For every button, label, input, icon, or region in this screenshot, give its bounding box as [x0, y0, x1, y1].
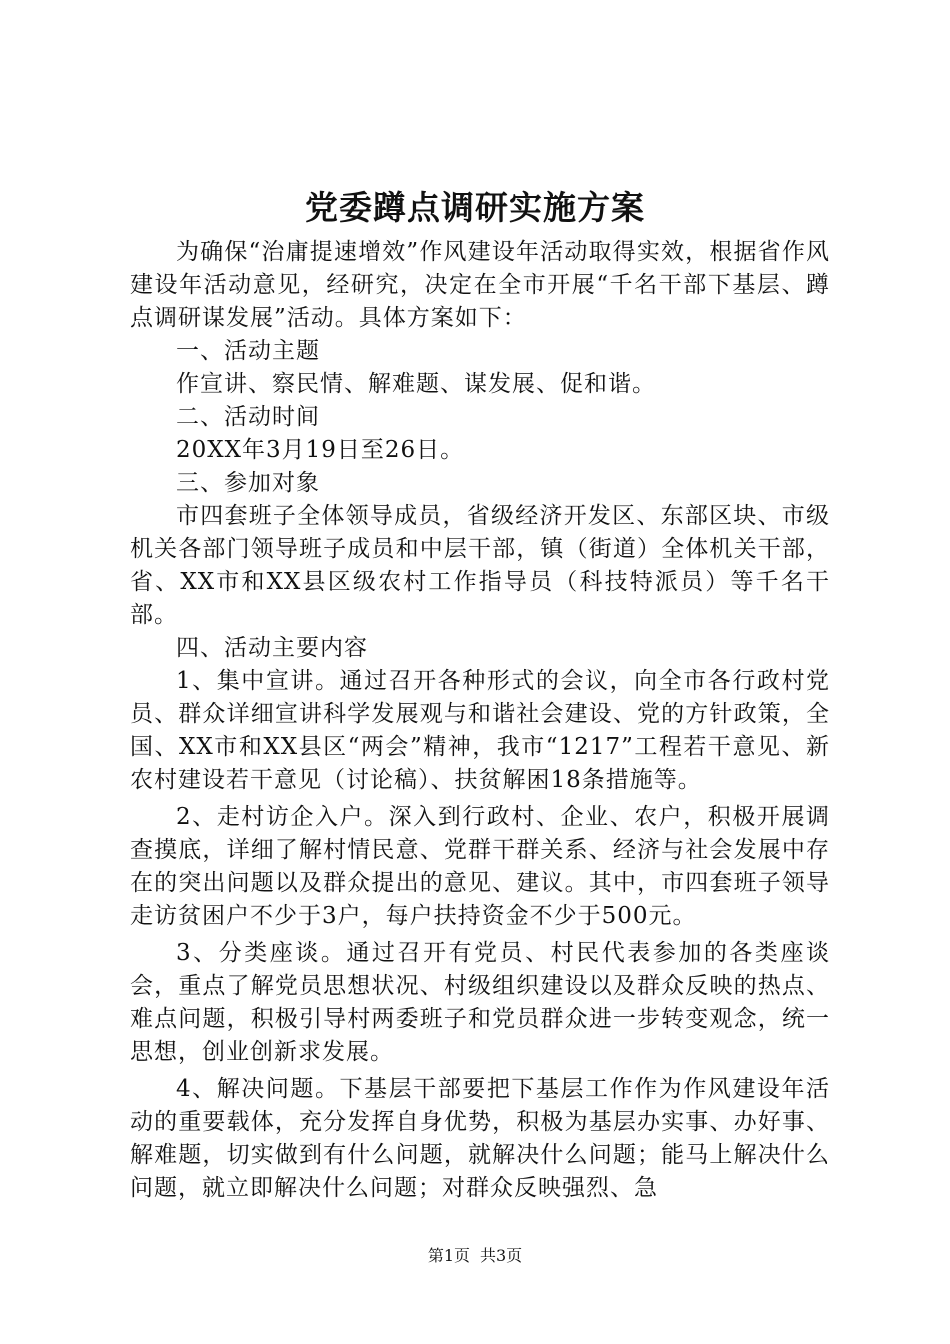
heading-activity-theme: 一、活动主题 — [176, 338, 320, 364]
heading-activity-time: 二、活动时间 — [176, 404, 320, 430]
document-body — [130, 236, 830, 1205]
paragraph-item-1: 1、集中宣讲。通过召开各种形式的会议，向全市各行政村党员、群众详细宣讲科学发展观与和谐社会建设、党的方针政策，全国、XX市和XX县区“两会”精神，我市“1217”工程若干意见、新农村建设若干意见（讨论稿）、扶贫解困18条措施等。 — [130, 668, 830, 793]
document-title: 党委蹲点调研实施方案 — [305, 188, 645, 227]
paragraph-item-4: 4、解决问题。下基层干部要把下基层工作作为作风建设年活动的重要载体，充分发挥自身优势，积极为基层办实事、办好事、解难题，切实做到有什么问题，就解决什么问题；能马上解决什么问题，就立即解决什么问题；对群众反映强烈、急 — [130, 1076, 830, 1201]
page-footer — [0, 1245, 950, 1267]
paragraph-participants: 市四套班子全体领导成员，省级经济开发区、东部区块、市级机关各部门领导班子成员和中层干部，镇（街道）全体机关干部，省、XX市和XX县区级农村工作指导员（科技特派员）等千名干部。 — [130, 503, 830, 628]
heading-main-content: 四、活动主要内容 — [176, 635, 368, 661]
paragraph-item-3: 3、分类座谈。通过召开有党员、村民代表参加的各类座谈会，重点了解党员思想状况、村级组织建设以及群众反映的热点、难点问题，积极引导村两委班子和党员群众进一步转变观念，统一思想，创业创新求发展。 — [130, 940, 830, 1065]
paragraph-item-2: 2、走村访企入户。深入到行政村、企业、农户，积极开展调查摸底，详细了解村情民意、党群干群关系、经济与社会发展中存在的突出问题以及群众提出的意见、建议。其中，市四套班子领导走访贫困户不少于3户，每户扶持资金不少于500元。 — [130, 804, 830, 929]
page-number-total: 共3页 — [480, 1246, 523, 1265]
paragraph-intro: 为确保“治庸提速增效”作风建设年活动取得实效，根据省作风建设年活动意见，经研究，决定在全市开展“千名干部下基层、蹲点调研谋发展”活动。具体方案如下： — [130, 239, 830, 331]
paragraph-activity-theme: 作宣讲、察民情、解难题、谋发展、促和谐。 — [176, 371, 656, 397]
page-number-current: 第1页 — [427, 1246, 470, 1265]
paragraph-activity-time: 20XX年3月19日至26日。 — [176, 437, 465, 463]
heading-participants: 三、参加对象 — [176, 470, 320, 496]
